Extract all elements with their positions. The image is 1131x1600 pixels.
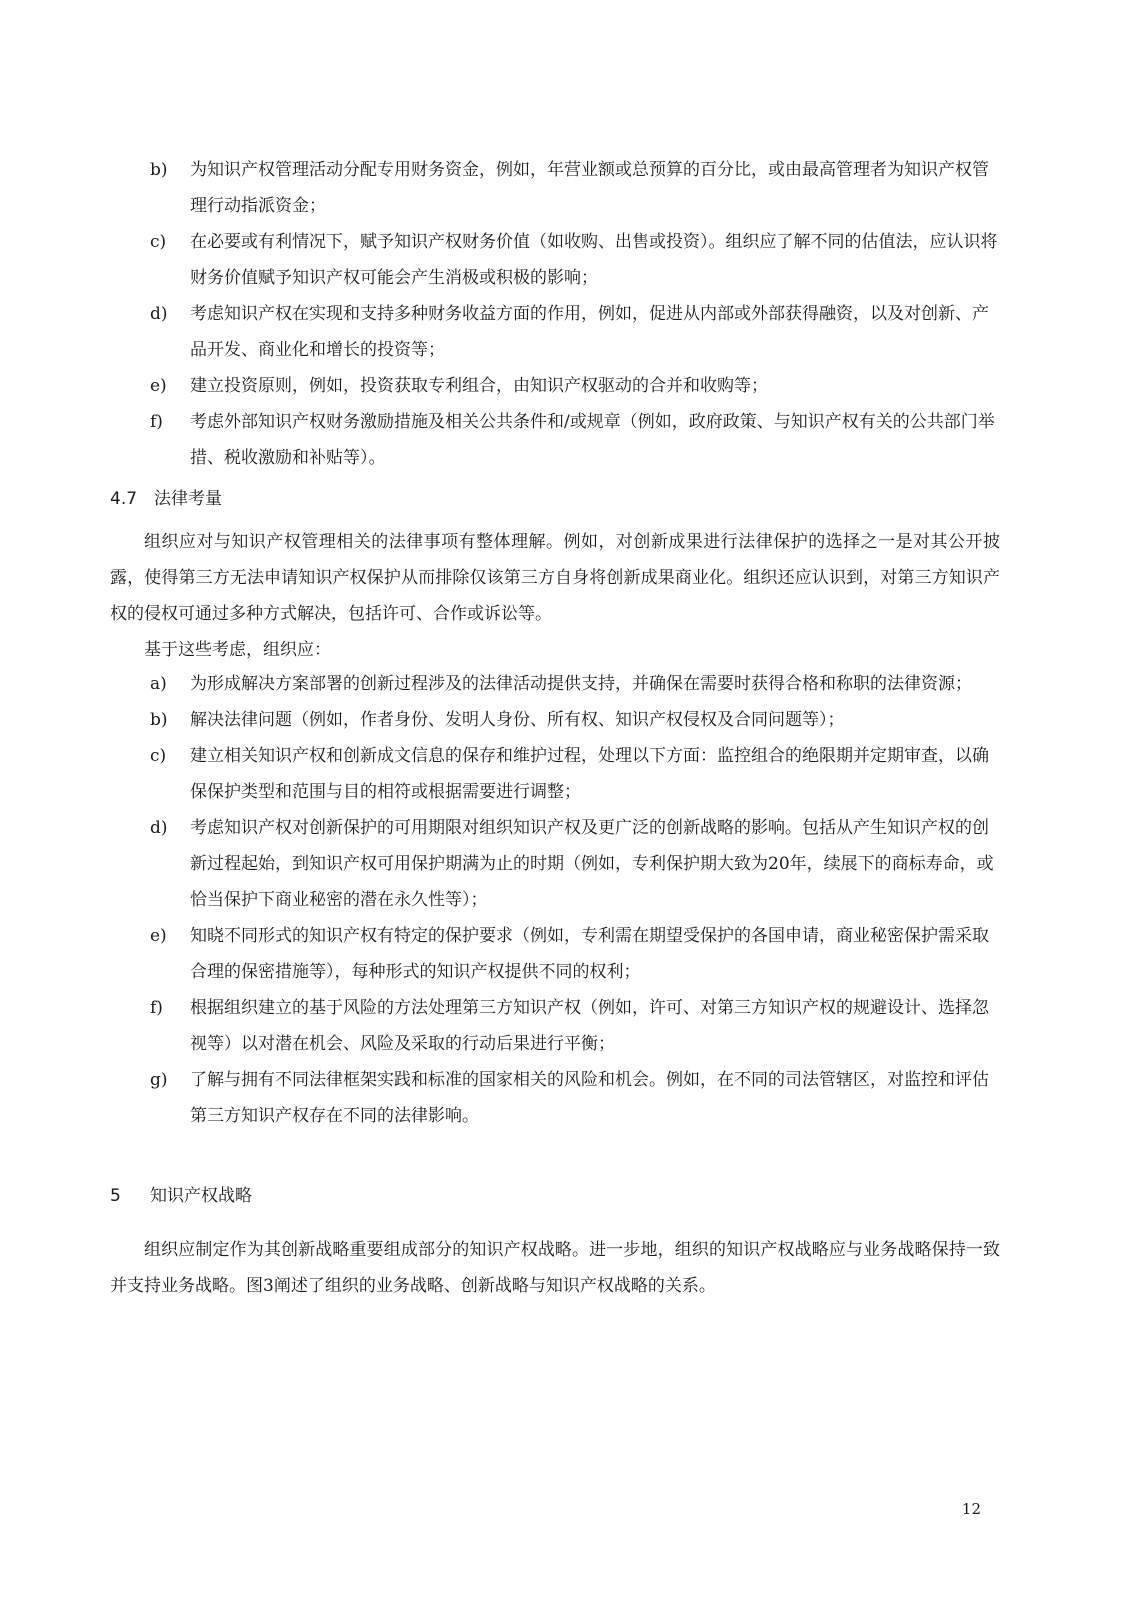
list-item — [150, 738, 1000, 810]
list-item — [150, 224, 1000, 296]
list-text: 在必要或有利情况下，赋予知识产权财务价值（如收购、出售或投资）。组织应了解不同的估值法，应认识将财务价值赋予知识产权可能会产生消极或积极的影响； — [190, 232, 998, 288]
list-item — [150, 152, 1000, 224]
list-item — [150, 666, 1000, 702]
list-marker: d) — [150, 818, 168, 838]
section-title: 知识产权战略 — [150, 1186, 252, 1206]
list-marker: f) — [150, 998, 163, 1018]
page-number: 12 — [961, 1500, 981, 1518]
list-item — [150, 990, 1000, 1062]
section-paragraph: 组织应对与知识产权管理相关的法律事项有整体理解。例如，对创新成果进行法律保护的选择之一是对其公开披露，使得第三方无法申请知识产权保护从而排除仅该第三方自身将创新成果商业化。组织还应认识到，对第三方知识产权的侵权可通过多种方式解决，包括许可、合作或诉讼等。 — [110, 532, 1000, 624]
list-marker: e) — [150, 926, 167, 946]
list-text: 考虑知识产权在实现和支持多种财务收益方面的作用，例如，促进从内部或外部获得融资，以及对创新、产品开发、商业化和增长的投资等； — [190, 304, 989, 360]
section-heading-4-7 — [110, 481, 222, 517]
section-lead: 基于这些考虑，组织应： — [144, 640, 331, 660]
list-text: 考虑外部知识产权财务激励措施及相关公共条件和/或规章（例如，政府政策、与知识产权有关的公共部门举措、税收激励和补贴等）。 — [190, 412, 995, 468]
list-marker: d) — [150, 304, 168, 324]
list-text: 考虑知识产权对创新保护的可用期限对组织知识产权及更广泛的创新战略的影响。包括从产生知识产权的创新过程起始，到知识产权可用保护期满为止的时期（例如，专利保护期大致为20年，续展下的商标寿命，或恰当保护下商业秘密的潜在永久性等）； — [190, 818, 994, 910]
finance-list — [150, 152, 1000, 476]
list-text: 建立相关知识产权和创新成文信息的保存和维护过程，处理以下方面：监控组合的绝限期并定期审查，以确保保护类型和范围与目的相符或根据需要进行调整； — [190, 746, 989, 802]
list-text: 知晓不同形式的知识产权有特定的保护要求（例如，专利需在期望受保护的各国申请，商业秘密保护需采取合理的保密措施等），每种形式的知识产权提供不同的权利； — [190, 926, 989, 982]
list-text: 根据组织建立的基于风险的方法处理第三方知识产权（例如，许可、对第三方知识产权的规避设计、选择忽视等）以对潜在机会、风险及采取的行动后果进行平衡； — [190, 998, 989, 1054]
list-text: 了解与拥有不同法律框架实践和标准的国家相关的风险和机会。例如，在不同的司法管辖区，对监控和评估第三方知识产权存在不同的法律影响。 — [190, 1070, 989, 1126]
list-marker: c) — [150, 232, 167, 252]
list-item — [150, 368, 1000, 404]
list-item — [150, 296, 1000, 368]
section-heading-5 — [110, 1178, 252, 1214]
list-text: 为形成解决方案部署的创新过程涉及的法律活动提供支持，并确保在需要时获得合格和称职的法律资源； — [190, 674, 972, 694]
list-item — [150, 404, 1000, 476]
list-item — [150, 918, 1000, 990]
list-item — [150, 1062, 1000, 1134]
list-marker: e) — [150, 376, 167, 396]
list-item — [150, 702, 1000, 738]
list-item — [150, 810, 1000, 918]
section-number: 5 — [110, 1186, 121, 1206]
list-text: 为知识产权管理活动分配专用财务资金，例如，年营业额或总预算的百分比，或由最高管理者为知识产权管理行动指派资金； — [190, 160, 989, 216]
list-marker: g) — [150, 1070, 168, 1090]
list-marker: c) — [150, 746, 167, 766]
list-text: 解决法律问题（例如，作者身份、发明人身份、所有权、知识产权侵权及合同问题等）； — [190, 710, 845, 730]
section-title: 法律考量 — [154, 489, 222, 509]
list-text: 建立投资原则，例如，投资获取专利组合，由知识产权驱动的合并和收购等； — [190, 376, 768, 396]
section-paragraph: 组织应制定作为其创新战略重要组成部分的知识产权战略。进一步地，组织的知识产权战略应与业务战略保持一致并支持业务战略。图3阐述了组织的业务战略、创新战略与知识产权战略的关系。 — [110, 1240, 1000, 1296]
legal-list — [150, 666, 1000, 1134]
list-marker: f) — [150, 412, 163, 432]
list-marker: b) — [150, 160, 168, 180]
section-number: 4.7 — [110, 489, 138, 509]
list-marker: b) — [150, 710, 168, 730]
list-marker: a) — [150, 674, 167, 694]
